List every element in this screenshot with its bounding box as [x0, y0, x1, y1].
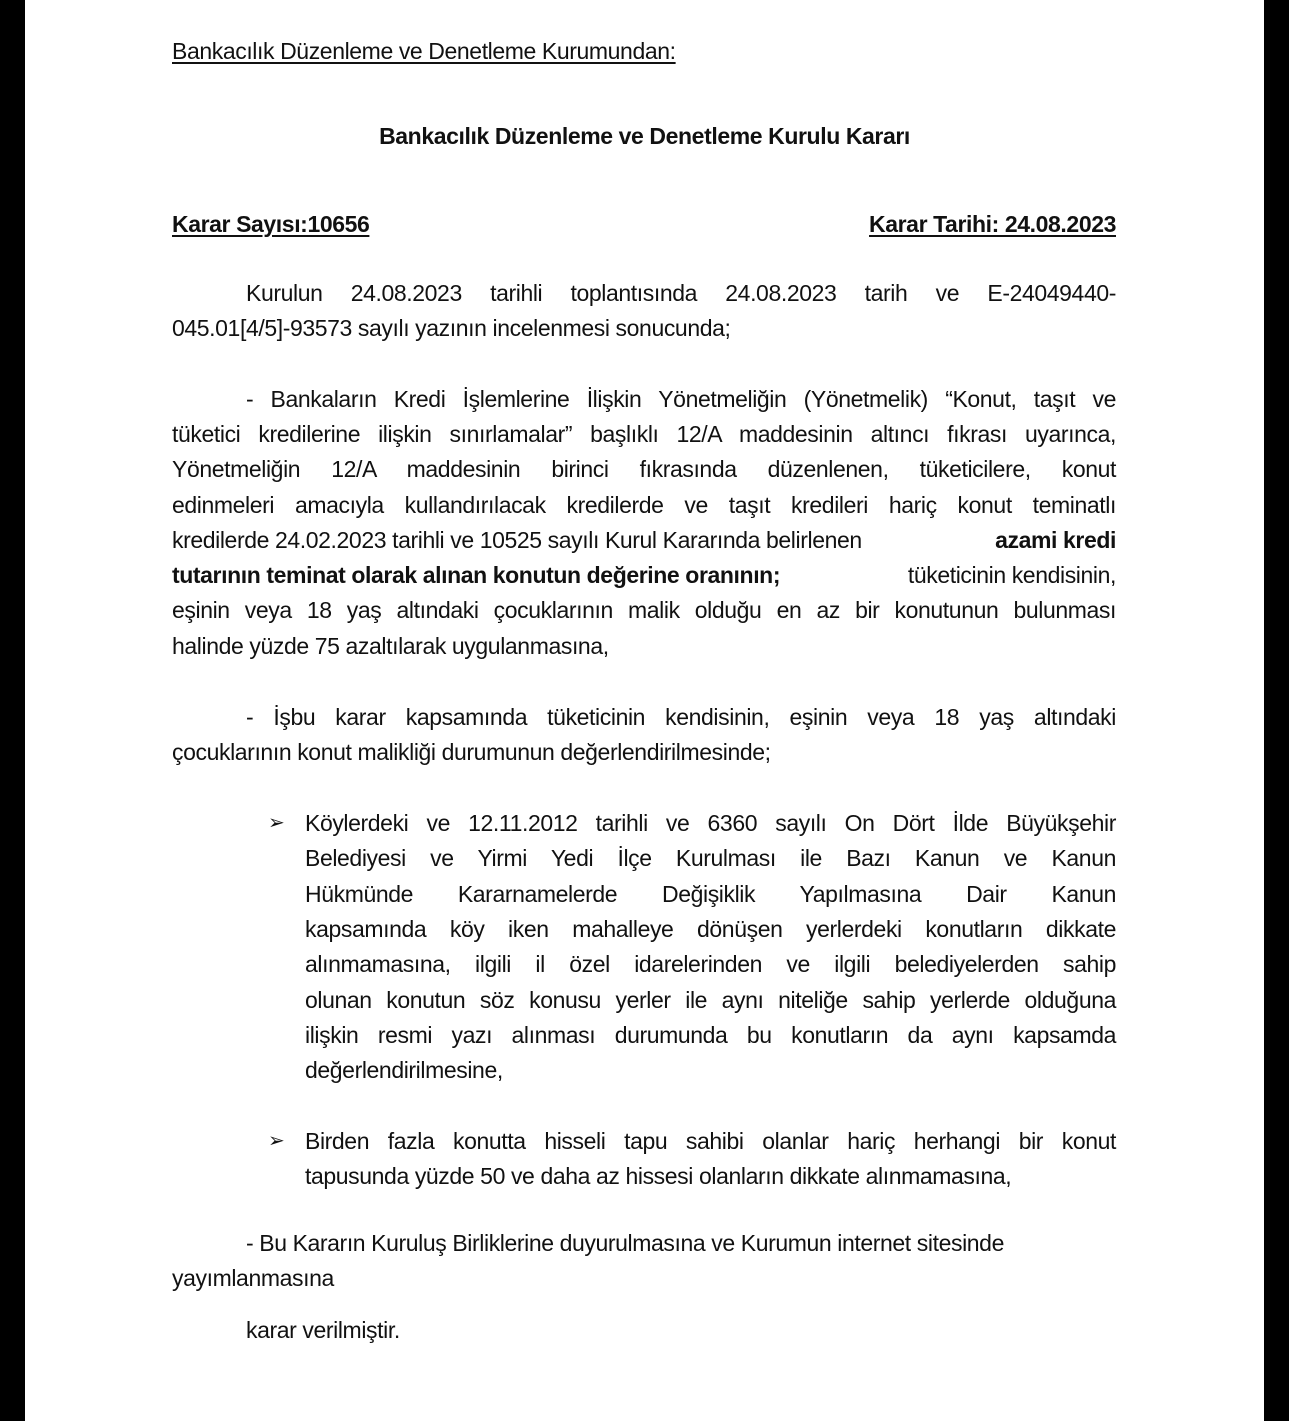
paragraph-line: - Bankaların Kredi İşlemlerine İlişkin Yönetmeliğin (Yönetmelik) “Konut, taşıt ve: [246, 386, 1116, 412]
bullet-line: olunan konutun söz konusu yerler ile aynı niteliğe sahip yerlerde olduğuna: [305, 987, 1116, 1013]
bullet-line: Köylerdeki ve 12.11.2012 tarihli ve 6360 sayılı On Dört İlde Büyükşehir: [305, 810, 1116, 836]
bullet-line: alınmamasına, ilgili il özel idarelerinden ve ilgili belediyelerden sahip: [305, 951, 1116, 977]
paragraph-line: tüketici kredilerine ilişkin sınırlamalar” başlıklı 12/A maddesinin altıncı fıkrası uyarınca,: [172, 421, 1116, 447]
bullet-line: tapusunda yüzde 50 ve daha az hissesi olanların dikkate alınmamasına,: [305, 1163, 1012, 1189]
document-page: [25, 0, 1264, 1421]
arrow-bullet-icon: ➢: [268, 1130, 285, 1152]
bold-text-segment: azami kredi: [995, 527, 1116, 553]
paragraph-line: eşinin veya 18 yaş altındaki çocuklarının malik olduğu en az bir konutunun bulunması: [172, 597, 1116, 623]
decision-date: Karar Tarihi: 24.08.2023: [869, 211, 1116, 237]
decision-number: Karar Sayısı:10656: [172, 211, 370, 237]
paragraph-line: [172, 523, 1116, 559]
paragraph-line: halinde yüzde 75 azaltılarak uygulanmasına,: [172, 633, 609, 659]
bullet-line: kapsamında köy iken mahalleye dönüşen yerlerdeki konutların dikkate: [305, 916, 1116, 942]
bullet-line: değerlendirilmesine,: [305, 1057, 503, 1083]
paragraph-line: [246, 276, 1116, 312]
bold-text-segment: tutarının teminat olarak alınan konutun değerine oranının;: [172, 562, 781, 588]
arrow-bullet-icon: ➢: [268, 812, 285, 834]
institution-heading: Bankacılık Düzenleme ve Denetleme Kurumundan:: [172, 38, 676, 64]
paragraph-line: çocuklarının konut malikliği durumunun değerlendirilmesinde;: [172, 739, 771, 765]
paragraph-line: - Bu Kararın Kuruluş Birliklerine duyurulmasına ve Kurumun internet sitesinde: [246, 1230, 1004, 1256]
paragraph-line: edinmeleri amacıyla kullandırılacak kredilerde ve taşıt kredileri hariç konut teminatlı: [172, 492, 1116, 518]
paragraph-line: 045.01[4/5]-93573 sayılı yazının incelenmesi sonucunda;: [172, 315, 731, 341]
document-title: Bankacılık Düzenleme ve Denetleme Kurulu Kararı: [379, 123, 910, 149]
text-segment: tüketicinin kendisinin,: [907, 562, 1116, 588]
bullet-line: Belediyesi ve Yirmi Yedi İlçe Kurulması ile Bazı Kanun ve Kanun: [305, 845, 1116, 871]
bullet-line: Hükmünde Kararnamelerde Değişiklik Yapılmasına Dair Kanun: [305, 881, 1116, 907]
bullet-line: Birden fazla konutta hisseli tapu sahibi olanlar hariç herhangi bir konut: [305, 1128, 1116, 1154]
closing-statement: karar verilmiştir.: [246, 1317, 400, 1343]
text-line: Kurulun 24.08.2023 tarihli toplantısında 24.08.2023 tarih ve E-24049440-: [246, 280, 1116, 306]
paragraph-line: - İşbu karar kapsamında tüketicinin kendisinin, eşinin veya 18 yaş altındaki: [246, 704, 1116, 730]
paragraph-line: [172, 558, 1116, 594]
paragraph-line: Yönetmeliğin 12/A maddesinin birinci fıkrasında düzenlenen, tüketicilere, konut: [172, 456, 1116, 482]
text-segment: kredilerde 24.02.2023 tarihli ve 10525 sayılı Kurul Kararında belirlenen: [172, 527, 862, 553]
bullet-line: ilişkin resmi yazı alınması durumunda bu konutların da aynı kapsamda: [305, 1022, 1116, 1048]
paragraph-line: yayımlanmasına: [172, 1265, 334, 1291]
